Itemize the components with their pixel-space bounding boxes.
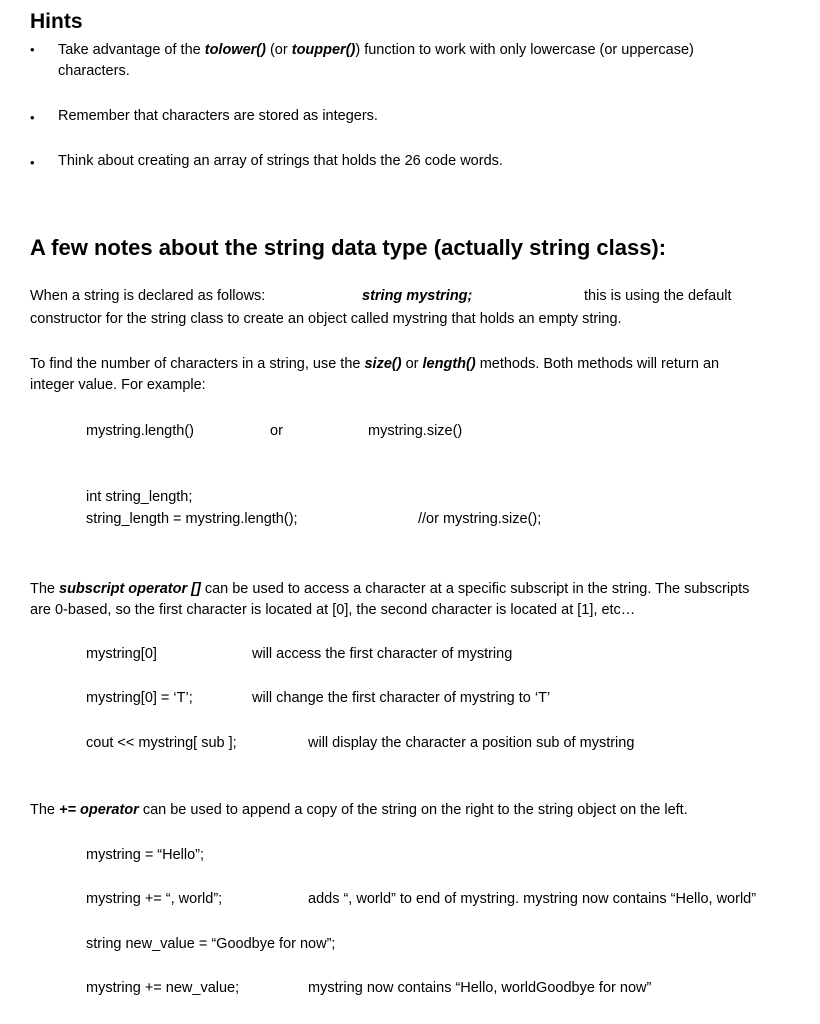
decl-lead: When a string is declared as follows: — [30, 288, 266, 304]
decl-line2: constructor for the string class to create an object called mystring that holds an empty string. — [30, 311, 622, 327]
hints-heading: Hints — [30, 10, 83, 33]
append-desc-2: adds “, world” to end of mystring. mystring now contains “Hello, world” — [308, 891, 757, 907]
subscript-code-2: mystring[0] = ‘T’; — [86, 690, 193, 706]
hint-item-1: Take advantage of the tolower() (or toupper()) function to work with only lowercase (or uppercase) characters. — [58, 42, 694, 79]
example-length: mystring.length() — [86, 423, 194, 439]
subscript-desc-3: will display the character a position sub of mystring — [308, 735, 635, 751]
code-assign-length: string_length = mystring.length(); — [86, 511, 298, 527]
subscript-desc-1: will access the first character of mystring — [252, 646, 513, 662]
hint-item-2: Remember that characters are stored as integers. — [58, 108, 378, 124]
bullet-icon: • — [30, 42, 35, 57]
decl-code: string mystring; — [362, 288, 473, 304]
subscript-desc-2: will change the first character of mystring to ‘T’ — [252, 690, 551, 706]
subscript-paragraph: The subscript operator [] can be used to access a character at a specific subscript in the string. The subscripts are 0-based, so the first character is located at [0], the second character is located at [1], etc… — [30, 581, 750, 618]
code-comment: //or mystring.size(); — [418, 511, 542, 527]
decl-tail: this is using the default — [584, 288, 732, 304]
hint-item-3: Think about creating an array of strings that holds the 26 code words. — [58, 153, 503, 169]
subscript-code-3: cout << mystring[ sub ]; — [86, 735, 237, 751]
length-paragraph: To find the number of characters in a string, use the size() or length() methods. Both methods will return an integer value. For example: — [30, 356, 720, 393]
append-code-4: mystring += new_value; — [86, 980, 240, 996]
subscript-code-1: mystring[0] — [86, 646, 157, 662]
append-code-3: string new_value = “Goodbye for now”; — [86, 936, 336, 952]
append-desc-4: mystring now contains “Hello, worldGoodbye for now” — [308, 980, 652, 996]
append-code-2: mystring += “, world”; — [86, 891, 223, 907]
example-size: mystring.size() — [368, 423, 463, 439]
notes-heading: A few notes about the string data type (actually string class): — [30, 235, 667, 260]
example-or: or — [270, 423, 283, 439]
bullet-icon: • — [30, 110, 35, 125]
code-declare-int: int string_length; — [86, 489, 193, 505]
bullet-icon: • — [30, 155, 35, 170]
append-code-1: mystring = “Hello”; — [86, 847, 205, 863]
append-paragraph: The += operator can be used to append a copy of the string on the right to the string object on the left. — [30, 802, 688, 818]
